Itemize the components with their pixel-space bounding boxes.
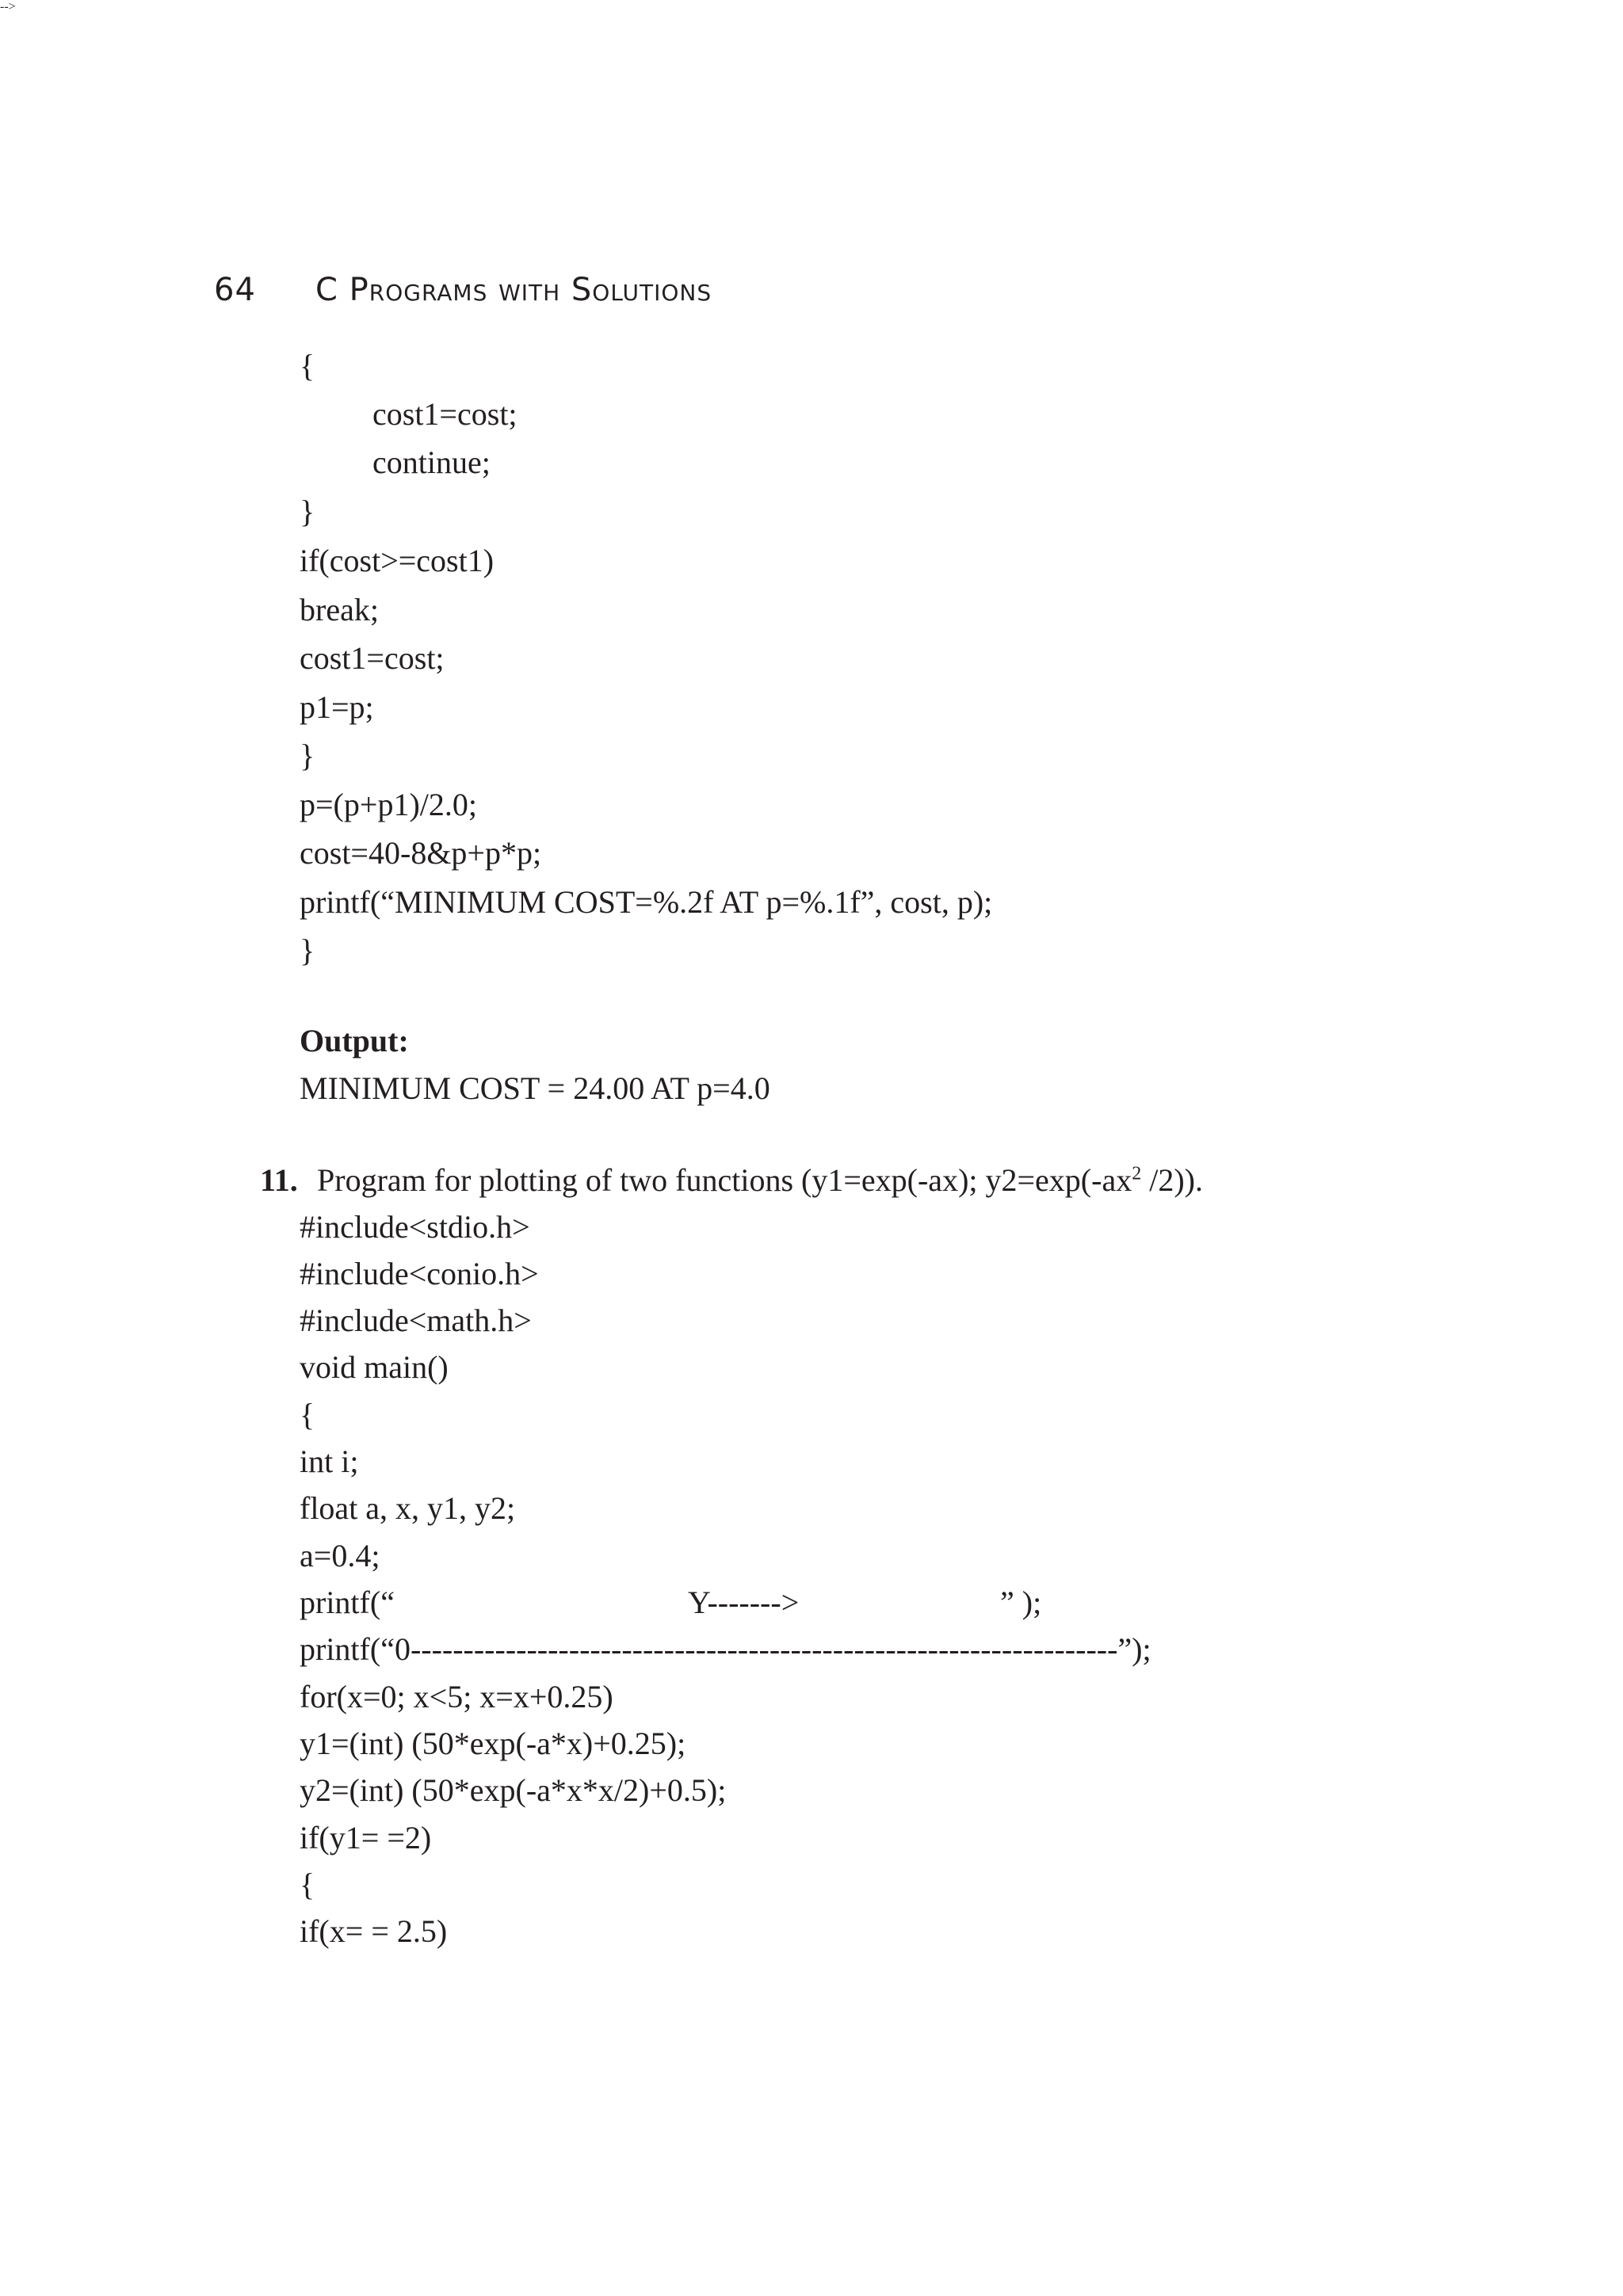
code-line: }	[300, 738, 315, 773]
code-line: p=(p+p1)/2.0;	[300, 787, 477, 822]
code-line: continue;	[372, 444, 491, 480]
code-line: cost1=cost;	[372, 396, 517, 432]
code-line: {	[300, 1397, 315, 1432]
code-line: if(y1= =2)	[300, 1820, 432, 1855]
code-line: {	[300, 348, 315, 383]
code-line: printf(“MINIMUM COST=%.2f AT p=%.1f”, cost, p);	[300, 884, 993, 920]
code-line: printf(“0-------------------------------------------------------------------”);	[300, 1631, 1151, 1667]
item-title	[317, 1161, 1203, 1199]
item-title-main: Program for plotting of two functions (y1=exp(-ax); y2=exp(-ax	[317, 1162, 1132, 1198]
code-line: float a, x, y1, y2;	[300, 1490, 516, 1526]
code-line: y1=(int) (50*exp(-a*x)+0.25);	[300, 1726, 686, 1761]
code-line: cost=40-8&p+p*p;	[300, 835, 542, 871]
code-line: }	[300, 494, 315, 529]
code-line: }	[300, 933, 315, 968]
code-line: {	[300, 1867, 315, 1902]
output-text: MINIMUM COST = 24.00 AT p=4.0	[300, 1070, 770, 1106]
code-line: if(cost>=cost1)	[300, 543, 495, 578]
item-title-end: /2)).	[1141, 1162, 1203, 1198]
code-line: y2=(int) (50*exp(-a*x*x/2)+0.5);	[300, 1772, 727, 1808]
code-line-printf-close: ” );	[1000, 1585, 1042, 1620]
code-line: break;	[300, 592, 379, 627]
code-line: if(x= = 2.5)	[300, 1913, 448, 1949]
code-line: cost1=cost;	[300, 640, 445, 676]
page-number: 64	[214, 272, 256, 308]
item-number: 11.	[260, 1162, 298, 1198]
book-page: 64 C Programs with Solutions { cost1=cost; continue; } if(cost>=cost1) break; cost1=cost; p1=p; } p=(p+p1)/2.0; cost=40-8&p+p*p; printf(“MINIMUM COST=%.2f AT p=%.1f”, cost, p); } Output: MINIMUM COST = 24.00 AT p=4.0 11. Program for plotting of two functions (y1=exp(-ax); $y2=\exp(-ax^2$ /2)). #include<stdio.h> #include<conio.h> #include<math.h> void main() { int i; float a, x, y1, y2; a=0.4; --> printf(“ Y-------> ” ); printf(“0-------------------------------------------------------------------”); for(x=0; x<5; x=x+0.25) y1=(int) (50*exp(-a*x)+0.25); y2=(int) (50*exp(-a*x*x/2)+0.5); if(y1= =2) { if(x= = 2.5)	[0, 0, 1203, 1949]
code-line: a=0.4;	[300, 1538, 380, 1573]
code-line: #include<conio.h>	[300, 1256, 539, 1291]
code-line: p1=p;	[300, 689, 374, 725]
code-line-printf-middle: Y------->	[688, 1585, 800, 1620]
code-line-printf-open: printf(“	[300, 1585, 395, 1620]
code-line: #include<math.h>	[300, 1302, 532, 1338]
code-line: #include<stdio.h>	[300, 1209, 530, 1245]
code-line: void main()	[300, 1349, 449, 1385]
code-line: for(x=0; x<5; x=x+0.25)	[300, 1679, 613, 1714]
output-label: Output:	[300, 1023, 409, 1058]
book-title: C Programs with Solutions	[315, 272, 712, 308]
code-line: int i;	[300, 1444, 359, 1479]
item-title-superscript: 2	[1132, 1163, 1142, 1184]
